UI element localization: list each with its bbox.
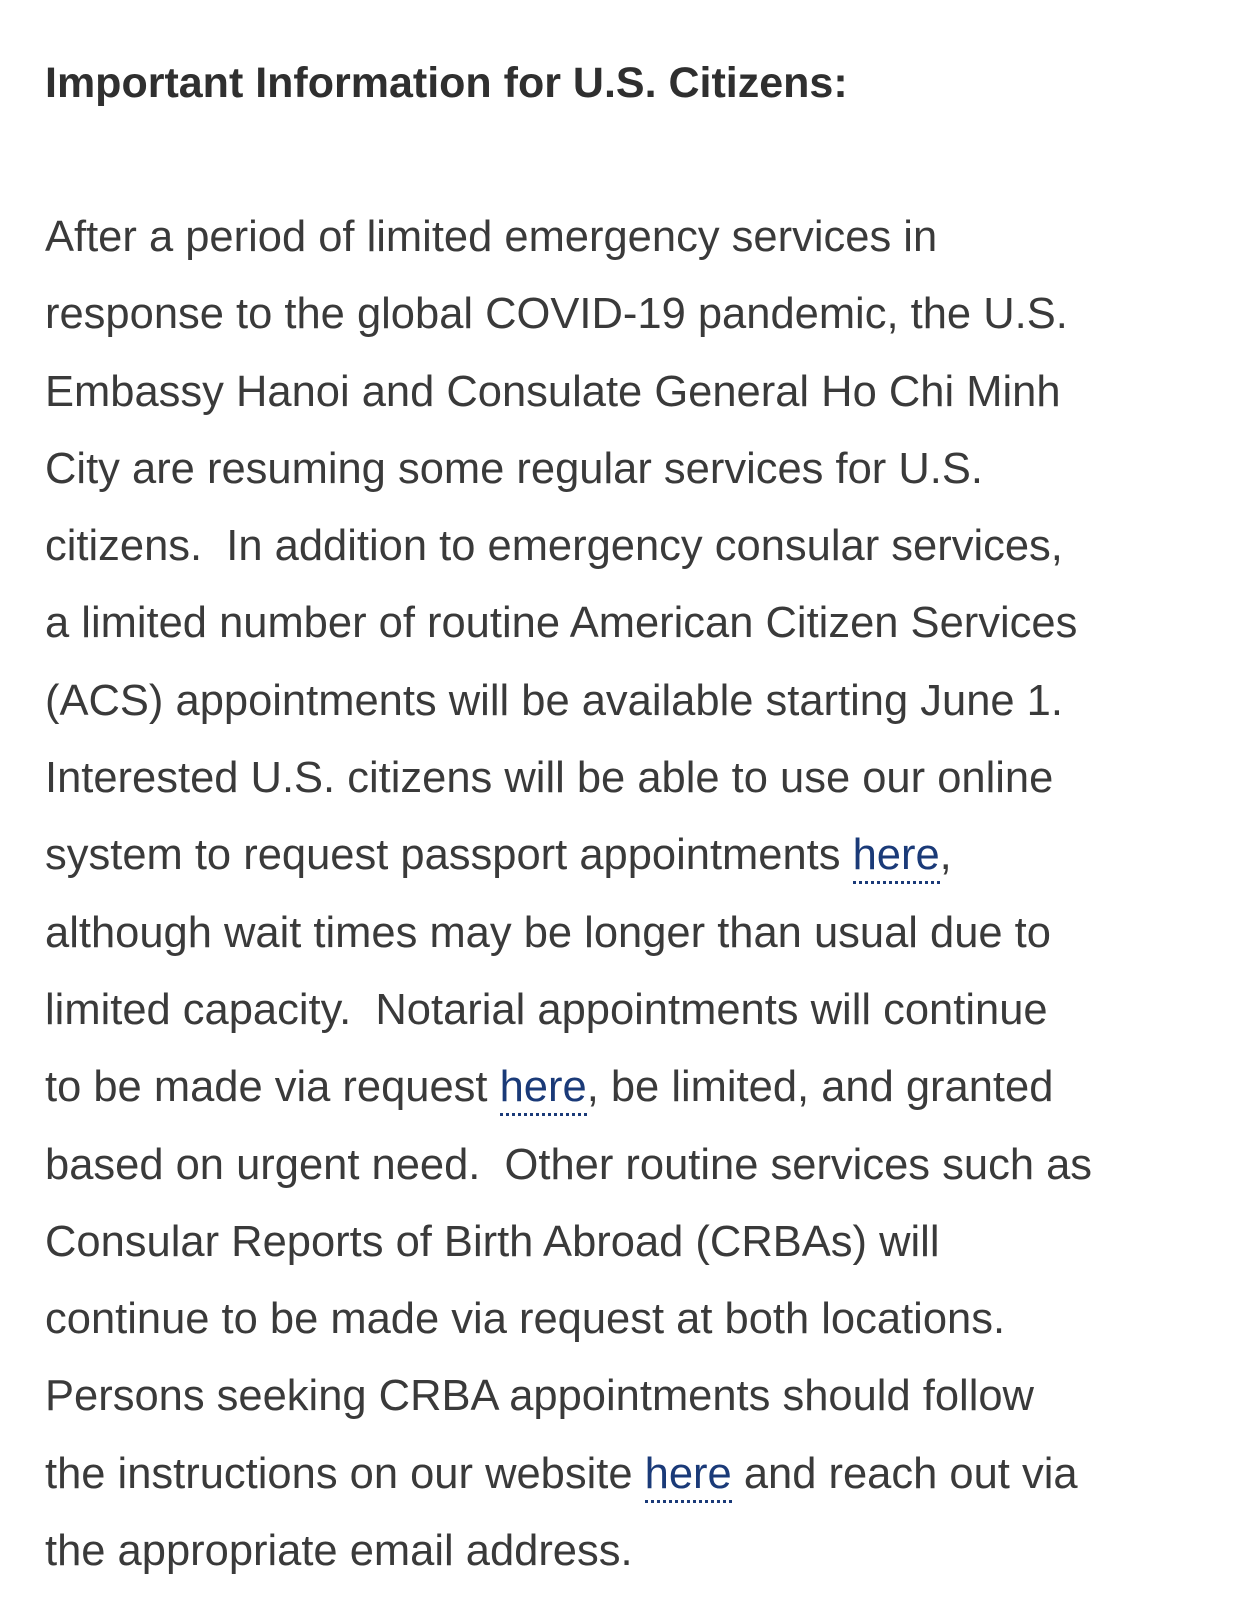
body-line: citizens. In addition to emergency consular services,: [45, 522, 1063, 571]
body-line-crba: [45, 1445, 1205, 1522]
body-text: ,: [939, 831, 952, 880]
body-line: response to the global COVID-19 pandemic, the U.S.: [45, 290, 1068, 339]
body-text: and reach out via: [731, 1449, 1078, 1498]
body-line: City are resuming some regular services for U.S.: [45, 444, 983, 493]
body-line: Persons seeking CRBA appointments should follow: [45, 1372, 1034, 1421]
crba-instructions-link[interactable]: here: [645, 1450, 732, 1503]
body-line: based on urgent need. Other routine services such as: [45, 1140, 1093, 1189]
body-text: the instructions on our website: [45, 1449, 645, 1498]
body-line: continue to be made via request at both locations.: [45, 1295, 1006, 1344]
body-line: Consular Reports of Birth Abroad (CRBAs) will: [45, 1217, 940, 1266]
announcement-body: [45, 208, 1205, 1599]
body-line: a limited number of routine American Citizen Services: [45, 599, 1078, 648]
notarial-request-link[interactable]: here: [500, 1063, 587, 1116]
body-text: to be made via request: [45, 1063, 500, 1112]
passport-appointments-link[interactable]: here: [853, 831, 940, 884]
body-line: After a period of limited emergency services in: [45, 213, 938, 261]
body-line: limited capacity. Notarial appointments will continue: [45, 985, 1048, 1034]
body-line: although wait times may be longer than usual due to: [45, 908, 1051, 957]
body-line: Interested U.S. citizens will be able to use our online: [45, 754, 1054, 803]
body-line: (ACS) appointments will be available starting June 1.: [45, 676, 1063, 725]
body-line: the appropriate email address.: [45, 1527, 633, 1576]
body-line-passport: [45, 826, 1205, 903]
body-line: Embassy Hanoi and Consulate General Ho Chi Minh: [45, 367, 1061, 416]
body-text: , be limited, and granted: [586, 1063, 1054, 1112]
body-text: system to request passport appointments: [45, 831, 853, 880]
page-title: Important Information for U.S. Citizens:: [45, 59, 848, 107]
body-line-notarial: [45, 1058, 1205, 1135]
